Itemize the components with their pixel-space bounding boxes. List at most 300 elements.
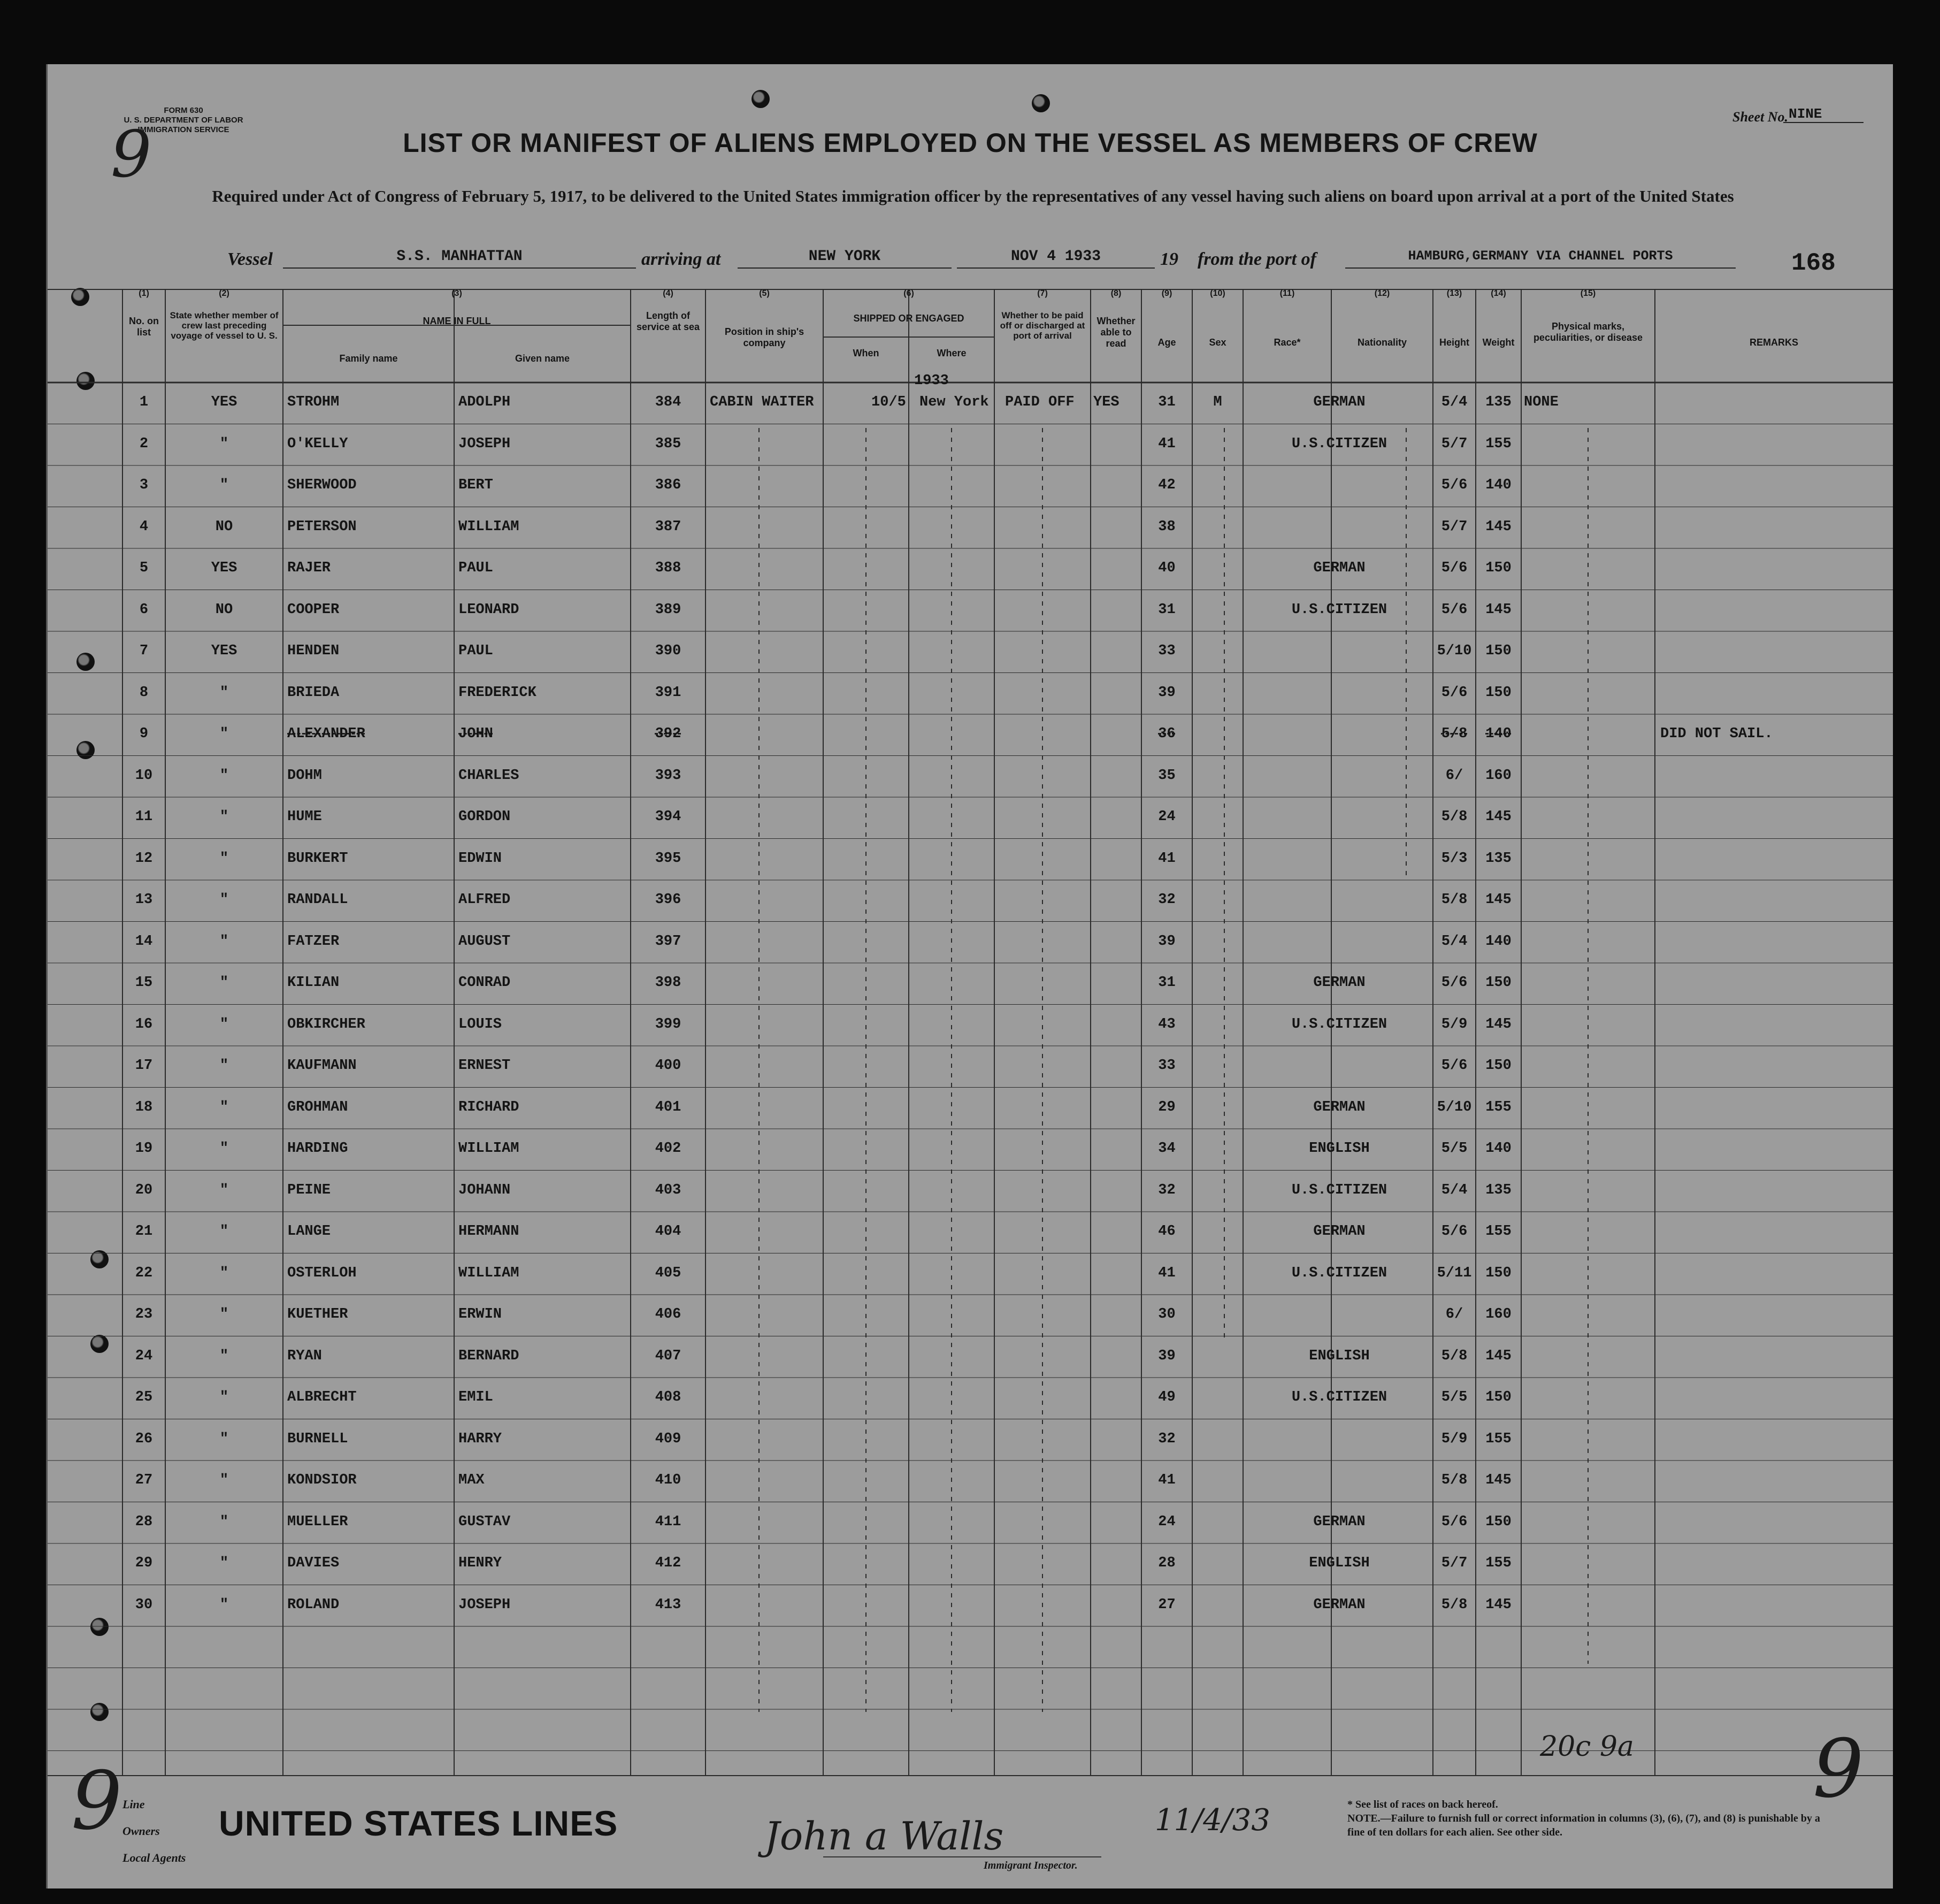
cell-height: 5/8 — [1441, 1348, 1468, 1364]
cell-age: 41 — [1158, 1472, 1176, 1488]
cell-given: LOUIS — [458, 1016, 502, 1033]
cell-no: 1 — [139, 394, 149, 410]
cell-length: 402 — [655, 1141, 681, 1157]
cell-age: 33 — [1158, 1058, 1176, 1074]
cell-race: ENGLISH — [1309, 1348, 1370, 1364]
cell-no: 23 — [135, 1306, 153, 1322]
cell-family: DAVIES — [287, 1555, 340, 1571]
cell-height: 5/4 — [1441, 1182, 1468, 1198]
owners-stamp: UNITED STATES LINES — [219, 1803, 618, 1843]
cell-height: 5/6 — [1441, 1513, 1468, 1530]
header-age: Age — [1157, 337, 1176, 348]
cell-age: 35 — [1158, 767, 1176, 784]
cell-given: CONRAD — [458, 975, 511, 991]
cell-age: 38 — [1158, 518, 1176, 535]
cell-no: 8 — [139, 684, 149, 701]
cell-family: KILIAN — [287, 975, 340, 991]
cell-family: ROLAND — [287, 1596, 340, 1613]
cell-sex: M — [1213, 394, 1222, 410]
cell-weight: 145 — [1485, 809, 1512, 825]
punch-hole — [752, 90, 770, 108]
cell-height: 5/6 — [1441, 601, 1468, 618]
cell-prev: " — [219, 1472, 229, 1488]
tally-note: 20c 9a — [1540, 1731, 1634, 1763]
cell-family: MUELLER — [287, 1513, 348, 1530]
cell-no: 7 — [139, 643, 149, 659]
cell-no: 2 — [139, 435, 149, 452]
cell-family: GROHMAN — [287, 1099, 348, 1115]
cell-height: 5/3 — [1441, 850, 1468, 867]
cell-prev: " — [219, 1348, 229, 1364]
cell-race: U.S.CITIZEN — [1291, 1265, 1387, 1281]
cell-weight: 160 — [1485, 1306, 1512, 1322]
cell-height: 5/8 — [1441, 726, 1468, 742]
cell-age: 42 — [1158, 477, 1176, 493]
header-previous-voyage: State whether member of crew last preceding voyage of vessel to U. S. — [170, 310, 279, 341]
cell-prev: " — [219, 1265, 229, 1281]
cell-age: 49 — [1158, 1389, 1176, 1405]
cell-age: 30 — [1158, 1306, 1176, 1322]
col-num: (14) — [1491, 289, 1506, 298]
cell-height: 5/8 — [1441, 892, 1468, 908]
cell-family: RANDALL — [287, 892, 348, 908]
cell-prev: " — [219, 477, 229, 493]
cell-prev: " — [219, 1099, 229, 1115]
cell-no: 3 — [139, 477, 149, 493]
cell-length: 386 — [655, 477, 681, 493]
cell-family: HUME — [287, 809, 322, 825]
from-port: HAMBURG,GERMANY VIA CHANNEL PORTS — [1345, 248, 1736, 269]
cell-age: 27 — [1158, 1596, 1176, 1613]
penalty-note: NOTE.—Failure to furnish full or correct information in columns (3), (6), (7), and (8) is punishable by a fine of ten dollars for each alien. See other side. — [1347, 1813, 1820, 1838]
cell-weight: 155 — [1485, 1224, 1512, 1240]
document-subtitle: Required under Act of Congress of February 5, 1917, to be delivered to the United States immigration officer by the representatives of any vessel having such aliens on board upon arrival at a port of the United States — [212, 187, 1734, 205]
cell-height: 6/ — [1445, 767, 1463, 784]
cell-family: KONDSIOR — [287, 1472, 357, 1488]
cell-prev: " — [219, 1141, 229, 1157]
cell-where: New York — [919, 394, 989, 410]
header-name-in-full: NAME IN FULL — [423, 316, 491, 326]
cell-no: 18 — [135, 1099, 153, 1115]
header-sex: Sex — [1209, 337, 1226, 348]
header-physical-marks: Physical marks, peculiarities, or disease — [1533, 321, 1643, 343]
col-num: (3) — [451, 289, 462, 298]
cell-weight: 135 — [1485, 394, 1512, 410]
cell-length: 392 — [655, 726, 681, 742]
cell-height: 5/5 — [1441, 1389, 1468, 1405]
cell-year: 1933 — [914, 373, 949, 389]
cell-prev: YES — [211, 643, 237, 659]
cell-weight: 135 — [1485, 850, 1512, 867]
cell-no: 16 — [135, 1016, 153, 1033]
header-where: Where — [937, 348, 967, 358]
col-num: (8) — [1110, 289, 1122, 298]
left-handwritten-number: 9 — [71, 1755, 122, 1848]
cell-given: LEONARD — [458, 601, 519, 618]
cell-given: FREDERICK — [458, 684, 536, 701]
cell-no: 20 — [135, 1182, 153, 1198]
cell-length: 388 — [655, 560, 681, 576]
cell-race: GERMAN — [1313, 394, 1366, 410]
cell-age: 41 — [1158, 850, 1176, 867]
cell-race: GERMAN — [1313, 1224, 1366, 1240]
header-position: Position in ship's company — [724, 326, 804, 348]
cell-weight: 150 — [1485, 975, 1512, 991]
cell-race: GERMAN — [1313, 1099, 1366, 1115]
cell-length: 390 — [655, 643, 681, 659]
cell-given: EMIL — [458, 1389, 493, 1405]
cell-given: HERMANN — [458, 1224, 519, 1240]
cell-family: KUETHER — [287, 1306, 348, 1322]
cell-age: 28 — [1158, 1555, 1176, 1571]
col-num: (7) — [1037, 289, 1048, 298]
cell-family: PETERSON — [287, 518, 357, 535]
cell-height: 5/6 — [1441, 684, 1468, 701]
corner-handwritten-number: 9 — [111, 118, 152, 192]
cell-prev: NO — [215, 601, 233, 618]
cell-prev: " — [219, 1306, 229, 1322]
cell-weight: 150 — [1485, 560, 1512, 576]
cell-length: 410 — [655, 1472, 681, 1488]
cell-age: 29 — [1158, 1099, 1176, 1115]
cell-prev: " — [219, 767, 229, 784]
cell-length: 400 — [655, 1058, 681, 1074]
cell-family: DOHM — [287, 767, 322, 784]
cell-no: 5 — [139, 560, 149, 576]
cell-age: 39 — [1158, 684, 1176, 701]
cell-prev: " — [219, 1182, 229, 1198]
cell-weight: 155 — [1485, 1555, 1512, 1571]
cell-weight: 145 — [1485, 1596, 1512, 1613]
cell-length: 409 — [655, 1431, 681, 1447]
cell-height: 5/6 — [1441, 1058, 1468, 1074]
cell-age: 41 — [1158, 435, 1176, 452]
cell-length: 395 — [655, 850, 681, 867]
cell-length: 405 — [655, 1265, 681, 1281]
cell-weight: 155 — [1485, 1099, 1512, 1115]
cell-remarks: DID NOT SAIL. — [1660, 726, 1773, 742]
cell-given: WILLIAM — [458, 1265, 519, 1281]
arriving-label: arriving at — [641, 249, 721, 269]
cell-race: ENGLISH — [1309, 1555, 1370, 1571]
cell-no: 25 — [135, 1389, 153, 1405]
cell-given: WILLIAM — [458, 1141, 519, 1157]
cell-race: GERMAN — [1313, 1596, 1366, 1613]
cell-given: JOSEPH — [458, 1596, 511, 1613]
cell-prev: " — [219, 1224, 229, 1240]
crew-table — [48, 289, 1893, 1776]
arrival-port: NEW YORK — [738, 248, 952, 269]
cell-marks: NONE — [1524, 394, 1559, 410]
col-num: (10) — [1210, 289, 1225, 298]
cell-family: RYAN — [287, 1348, 322, 1364]
cell-prev: NO — [215, 518, 233, 535]
cell-prev: " — [219, 1389, 229, 1405]
cell-weight: 155 — [1485, 1431, 1512, 1447]
cell-no: 27 — [135, 1472, 153, 1488]
cell-height: 5/10 — [1437, 1099, 1472, 1115]
header-no-on-list: No. on list — [129, 316, 159, 338]
cell-height: 5/9 — [1441, 1016, 1468, 1033]
cell-given: HARRY — [458, 1431, 502, 1447]
inspector-signature: John a Walls — [764, 1814, 1004, 1859]
col-num: (1) — [139, 289, 149, 298]
cell-age: 43 — [1158, 1016, 1176, 1033]
cell-given: CHARLES — [458, 767, 519, 784]
cell-no: 29 — [135, 1555, 153, 1571]
cell-weight: 150 — [1485, 1389, 1512, 1405]
cell-height: 5/4 — [1441, 933, 1468, 950]
cell-age: 39 — [1158, 933, 1176, 950]
cell-height: 5/7 — [1441, 1555, 1468, 1571]
header-height: Height — [1439, 337, 1469, 348]
cell-weight: 145 — [1485, 1348, 1512, 1364]
cell-family: ALEXANDER — [287, 726, 365, 742]
cell-age: 31 — [1158, 601, 1176, 618]
cell-no: 4 — [139, 518, 149, 535]
cell-no: 6 — [139, 601, 149, 618]
cell-age: 31 — [1158, 975, 1176, 991]
col-num: (12) — [1374, 289, 1390, 298]
cell-race: U.S.CITIZEN — [1291, 1389, 1387, 1405]
cell-family: HARDING — [287, 1141, 348, 1157]
header-race: Race* — [1274, 337, 1301, 348]
sheet-label: Sheet No. — [1732, 109, 1788, 125]
cell-length: 389 — [655, 601, 681, 618]
vessel-label: Vessel — [227, 249, 273, 269]
cell-height: 6/ — [1445, 1306, 1463, 1322]
cell-length: 399 — [655, 1016, 681, 1033]
cell-given: GUSTAV — [458, 1513, 511, 1530]
cell-family: BURKERT — [287, 850, 348, 867]
cell-height: 5/8 — [1441, 1596, 1468, 1613]
cell-age: 24 — [1158, 1513, 1176, 1530]
cell-given: AUGUST — [458, 933, 511, 950]
cell-given: ADOLPH — [458, 394, 511, 410]
cell-family: HENDEN — [287, 643, 340, 659]
cell-weight: 140 — [1485, 477, 1512, 493]
cell-no: 26 — [135, 1431, 153, 1447]
form-number: FORM 630 U. S. DEPARTMENT OF LABOR IMMIGRATION SERVICE — [124, 106, 243, 134]
cell-length: 408 — [655, 1389, 681, 1405]
year-label: 19 — [1160, 249, 1178, 269]
cell-family: PEINE — [287, 1182, 331, 1198]
cell-family: SHERWOOD — [287, 477, 357, 493]
cell-height: 5/5 — [1441, 1141, 1468, 1157]
col-num: (4) — [663, 289, 673, 298]
cell-weight: 145 — [1485, 518, 1512, 535]
cell-age: 32 — [1158, 1182, 1176, 1198]
cell-weight: 160 — [1485, 767, 1512, 784]
cell-prev: " — [219, 1596, 229, 1613]
cell-given: MAX — [458, 1472, 485, 1488]
cell-no: 24 — [135, 1348, 153, 1364]
cell-family: KAUFMANN — [287, 1058, 357, 1074]
cell-family: OSTERLOH — [287, 1265, 357, 1281]
cell-given: BERT — [458, 477, 493, 493]
cell-given: WILLIAM — [458, 518, 519, 535]
cell-age: 32 — [1158, 892, 1176, 908]
cell-family: COOPER — [287, 601, 340, 618]
from-port-label: from the port of — [1198, 249, 1316, 269]
header-able-read: Whether able to read — [1096, 316, 1136, 349]
cell-no: 22 — [135, 1265, 153, 1281]
cell-prev: " — [219, 1555, 229, 1571]
cell-length: 406 — [655, 1306, 681, 1322]
cell-age: 32 — [1158, 1431, 1176, 1447]
cell-length: 401 — [655, 1099, 681, 1115]
cell-height: 5/11 — [1437, 1265, 1472, 1281]
col-num: (6) — [903, 289, 914, 298]
cell-prev: " — [219, 850, 229, 867]
cell-no: 11 — [135, 809, 153, 825]
vessel-name: S.S. MANHATTAN — [283, 248, 636, 269]
cell-family: BURNELL — [287, 1431, 348, 1447]
cell-no: 15 — [135, 975, 153, 991]
cell-race: U.S.CITIZEN — [1291, 1182, 1387, 1198]
cell-weight: 145 — [1485, 1472, 1512, 1488]
cell-given: ERWIN — [458, 1306, 502, 1322]
cell-no: 28 — [135, 1513, 153, 1530]
cell-length: 391 — [655, 684, 681, 701]
cell-family: OBKIRCHER — [287, 1016, 365, 1033]
cell-no: 13 — [135, 892, 153, 908]
cell-age: 41 — [1158, 1265, 1176, 1281]
cell-weight: 145 — [1485, 601, 1512, 618]
cell-family: O'KELLY — [287, 435, 348, 452]
arrival-date: NOV 4 1933 — [957, 248, 1155, 269]
header-remarks: REMARKS — [1749, 337, 1798, 348]
cell-no: 19 — [135, 1141, 153, 1157]
cell-family: STROHM — [287, 394, 340, 410]
cell-length: 387 — [655, 518, 681, 535]
cell-family: LANGE — [287, 1224, 331, 1240]
header-family-name: Family name — [339, 353, 398, 364]
cell-prev: " — [219, 435, 229, 452]
cell-weight: 135 — [1485, 1182, 1512, 1198]
cell-height: 5/8 — [1441, 1472, 1468, 1488]
manifest-sheet — [46, 64, 1893, 1888]
cell-weight: 145 — [1485, 1016, 1512, 1033]
cell-weight: 155 — [1485, 435, 1512, 452]
col-num: (2) — [219, 289, 229, 298]
cell-prev: YES — [211, 560, 237, 576]
cell-prev: " — [219, 726, 229, 742]
cell-race: U.S.CITIZEN — [1291, 601, 1387, 618]
cell-weight: 150 — [1485, 643, 1512, 659]
inspector-label: Immigrant Inspector. — [984, 1860, 1078, 1871]
cell-given: PAUL — [458, 643, 493, 659]
cell-weight: 150 — [1485, 1513, 1512, 1530]
cell-prev: YES — [211, 394, 237, 410]
header-length-service: Length of service at sea — [636, 310, 700, 332]
cell-given: GORDON — [458, 809, 511, 825]
cell-race: ENGLISH — [1309, 1141, 1370, 1157]
races-note: * See list of races on back hereof. — [1347, 1799, 1498, 1810]
cell-length: 404 — [655, 1224, 681, 1240]
cell-given: JOHANN — [458, 1182, 511, 1198]
cell-prev: " — [219, 1058, 229, 1074]
header-paid-off: Whether to be paid off or discharged at port of arrival — [1000, 310, 1085, 341]
cell-height: 5/6 — [1441, 477, 1468, 493]
cell-given: PAUL — [458, 560, 493, 576]
cell-weight: 140 — [1485, 1141, 1512, 1157]
cell-prev: " — [219, 1513, 229, 1530]
cell-length: 394 — [655, 809, 681, 825]
page-number: 168 — [1791, 249, 1836, 277]
cell-age: 40 — [1158, 560, 1176, 576]
cell-prev: " — [219, 975, 229, 991]
cell-length: 413 — [655, 1596, 681, 1613]
cell-prev: " — [219, 1016, 229, 1033]
cell-weight: 150 — [1485, 1265, 1512, 1281]
cell-length: 412 — [655, 1555, 681, 1571]
cell-length: 393 — [655, 767, 681, 784]
cell-length: 396 — [655, 892, 681, 908]
header-weight: Weight — [1482, 337, 1515, 348]
cell-age: 36 — [1158, 726, 1176, 742]
cell-no: 14 — [135, 933, 153, 950]
sheet-number: NINE — [1783, 106, 1864, 123]
cell-age: 34 — [1158, 1141, 1176, 1157]
cell-no: 9 — [139, 726, 149, 742]
punch-hole — [1032, 94, 1050, 112]
cell-no: 21 — [135, 1224, 153, 1240]
cell-height: 5/7 — [1441, 435, 1468, 452]
cell-weight: 150 — [1485, 684, 1512, 701]
footer-notes — [1347, 1798, 1829, 1839]
cell-height: 5/6 — [1441, 560, 1468, 576]
cell-height: 5/10 — [1437, 643, 1472, 659]
cell-given: RICHARD — [458, 1099, 519, 1115]
cell-weight: 140 — [1485, 933, 1512, 950]
col-num: (13) — [1446, 289, 1462, 298]
cell-given: ERNEST — [458, 1058, 511, 1074]
cell-age: 31 — [1158, 394, 1176, 410]
col-num: (15) — [1580, 289, 1596, 298]
cell-age: 24 — [1158, 809, 1176, 825]
cell-given: ALFRED — [458, 892, 511, 908]
table-grid — [48, 289, 1893, 1776]
cell-height: 5/6 — [1441, 975, 1468, 991]
col-num: (9) — [1161, 289, 1172, 298]
cell-weight: 145 — [1485, 892, 1512, 908]
cell-weight: 140 — [1485, 726, 1512, 742]
cell-race: GERMAN — [1313, 1513, 1366, 1530]
cell-age: 39 — [1158, 1348, 1176, 1364]
cell-no: 12 — [135, 850, 153, 867]
cell-age: 33 — [1158, 643, 1176, 659]
cell-height: 5/7 — [1441, 518, 1468, 535]
cell-prev: " — [219, 809, 229, 825]
cell-given: JOSEPH — [458, 435, 511, 452]
signature-date: 11/4/33 — [1155, 1803, 1270, 1838]
cell-family: ALBRECHT — [287, 1389, 357, 1405]
cell-family: BRIEDA — [287, 684, 340, 701]
header-given-name: Given name — [515, 353, 570, 364]
cell-given: EDWIN — [458, 850, 502, 867]
cell-race: GERMAN — [1313, 560, 1366, 576]
header-shipped: SHIPPED OR ENGAGED — [853, 313, 964, 324]
cell-race: GERMAN — [1313, 975, 1366, 991]
cell-prev: " — [219, 892, 229, 908]
right-handwritten-number: 9 — [1813, 1723, 1864, 1816]
cell-given: JOHN — [458, 726, 493, 742]
cell-no: 17 — [135, 1058, 153, 1074]
cell-when: 10/5 — [871, 394, 906, 410]
document-title: LIST OR MANIFEST OF ALIENS EMPLOYED ON THE VESSEL AS MEMBERS OF CREW — [403, 128, 1538, 158]
cell-family: RAJER — [287, 560, 331, 576]
